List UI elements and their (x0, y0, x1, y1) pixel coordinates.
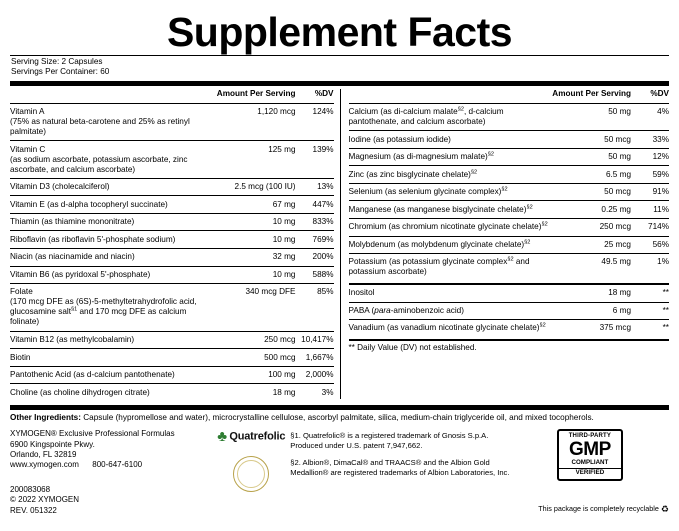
company-name: XYMOGEN® Exclusive Professional Formulas (10, 429, 175, 439)
amount-header-right: Amount Per Serving (552, 89, 631, 99)
nutrient-dv: 13% (317, 182, 334, 192)
divider-footnote (349, 339, 670, 341)
divider-section-right (349, 283, 670, 285)
facts-table-right-2 (349, 287, 670, 334)
table-row (349, 186, 670, 198)
nutrient-dv: 2,000% (305, 370, 334, 380)
nutrient-amount: 6.5 mg (605, 169, 631, 179)
nutrient-amount: 10 mg (272, 217, 296, 227)
table-row (10, 287, 334, 329)
table-row (10, 106, 334, 138)
nutrient-amount: 10 mg (272, 234, 296, 244)
table-row (349, 322, 670, 334)
gmp-badge (557, 429, 623, 481)
serving-size: Serving Size: 2 Capsules (11, 57, 103, 66)
nutrient-dv: 85% (317, 287, 334, 297)
nutrient-amount: 125 mg (268, 144, 296, 154)
facts-column-right (340, 89, 670, 399)
clover-icon: ♣ (217, 428, 228, 446)
nutrient-dv: 12% (652, 152, 669, 162)
nutrient-name: Molybdenum (as molybdenum glycinate chelate)$^{\S 2}$ (348, 239, 531, 249)
nutrient-dv: 3% (321, 387, 334, 397)
nutrient-name: Manganese (as manganese bisglycinate chelate)$^{\S 2}$ (348, 204, 533, 214)
nutrient-name: Biotin (10, 352, 31, 362)
divider-thick-bottom (10, 405, 669, 410)
facts-table-left (10, 89, 334, 399)
nutrient-name: Folate (10, 287, 33, 297)
facts-table-right (349, 89, 670, 279)
table-row (349, 239, 670, 251)
table-row (10, 269, 334, 281)
gmp-compliant-label: COMPLIANT (571, 458, 609, 466)
nutrient-dv: 447% (312, 199, 334, 209)
table-row (10, 387, 334, 399)
table-row (10, 234, 334, 246)
revision: REV. 051322 (10, 505, 57, 515)
table-row (10, 334, 334, 346)
gmp-top-label: THIRD-PARTY (568, 433, 612, 440)
table-row (349, 221, 670, 233)
nutrient-dv: 1% (657, 257, 669, 267)
table-row (349, 204, 670, 216)
facts-column-left (10, 89, 340, 399)
nutrient-amount: 2.5 mcg (100 IU) (234, 182, 296, 192)
divider-thick-top (10, 81, 669, 86)
dv-footnote: ** Daily Value (DV) not established. (348, 343, 477, 353)
quatrefolic-brand: Quatrefolic (229, 430, 286, 443)
product-code: 200083068 (10, 484, 51, 494)
footer (10, 429, 669, 516)
nutrient-amount: 100 mg (268, 370, 296, 380)
other-ingredients-label: Other Ingredients: (10, 412, 81, 422)
nutrient-name: Inositol (348, 288, 375, 298)
albion-cert (214, 456, 511, 495)
nutrient-name: Vitamin B12 (as methylcobalamin) (10, 335, 135, 345)
table-row (10, 144, 334, 176)
nutrient-dv: 139% (312, 144, 334, 154)
nutrient-dv: 4% (657, 106, 669, 116)
certifications (214, 429, 511, 516)
nutrient-dv: 33% (652, 134, 669, 144)
table-row (10, 216, 334, 228)
nutrient-dv: 56% (652, 239, 669, 249)
quatrefolic-logo (214, 429, 288, 444)
dv-header-right: %DV (650, 89, 669, 99)
nutrient-name: Iodine (as potassium iodide) (348, 134, 451, 144)
nutrient-amount: 340 mcg DFE (245, 287, 296, 297)
nutrient-name: Calcium (as di-calcium malate$^{\S 2}$, d-calcium pantothenate, and calcium ascorbate) (348, 106, 504, 126)
nutrient-amount: 32 mg (272, 252, 296, 262)
nutrient-name: Choline (as choline dihydrogen citrate) (10, 387, 150, 397)
gmp-section (511, 429, 669, 516)
copyright: © 2022 XYMOGEN (10, 495, 80, 505)
table-row (349, 169, 670, 181)
quatrefolic-text: §1. Quatrefolic® is a registered trademark of Gnosis S.p.A. Produced under U.S. patent 7,947,662. (290, 431, 489, 450)
nutrient-amount: 18 mg (608, 288, 631, 298)
recycle-icon: ♻ (660, 504, 669, 515)
table-row (10, 352, 334, 364)
table-row (349, 305, 670, 317)
nutrient-amount: 1,120 mcg (257, 106, 296, 116)
nutrient-name: Chromium (as chromium nicotinate glycinate chelate)$^{\S 2}$ (348, 221, 548, 232)
nutrient-dv: 10,417% (301, 335, 334, 345)
quatrefolic-cert (214, 429, 511, 450)
amount-header-left: Amount Per Serving (216, 89, 296, 99)
nutrient-name: Vitamin C (10, 144, 46, 154)
nutrient-amount: 375 mcg (599, 323, 631, 333)
recyclable-text: This package is completely recyclable (538, 504, 659, 514)
dv-header-left: %DV (314, 89, 334, 99)
nutrient-amount: 18 mg (272, 387, 296, 397)
nutrient-dv: ** (662, 323, 669, 333)
nutrient-amount: 500 mcg (264, 352, 296, 362)
albion-medallion-icon (233, 456, 269, 492)
table-row (10, 181, 334, 193)
nutrient-amount: 49.5 mg (601, 257, 631, 267)
nutrient-amount: 50 mg (608, 152, 631, 162)
nutrient-name: Magnesium (as di-magnesium malate)$^{\S 2}$ (348, 151, 494, 162)
nutrient-dv: ** (662, 305, 669, 315)
nutrient-name: Vitamin B6 (as pyridoxal 5'-phosphate) (10, 269, 151, 279)
nutrient-amount: 25 mcg (604, 239, 631, 249)
gmp-main-label: GMP (569, 438, 611, 460)
nutrient-amount: 50 mcg (604, 134, 631, 144)
table-header-left (10, 89, 334, 101)
company-phone: 800-647-6100 (92, 460, 143, 470)
table-row (349, 257, 670, 279)
nutrient-amount: 50 mcg (604, 187, 631, 197)
divider-title (10, 55, 669, 56)
nutrient-sub: (170 mcg DFE as (6S)-5-methyltetrahydrofolic acid, glucosamine salt$^{\S 1}$ and 170 mcg DFE as calcium folinate) (10, 297, 197, 327)
nutrient-dv: ** (662, 288, 669, 298)
nutrient-name: Vitamin E (as d-alpha tocopheryl succinate) (10, 199, 168, 209)
nutrient-amount: 250 mcg (599, 222, 631, 232)
nutrient-amount: 6 mg (612, 305, 631, 315)
nutrient-dv: 769% (312, 234, 334, 244)
nutrient-amount: 50 mg (608, 106, 631, 116)
nutrient-name: Selenium (as selenium glycinate complex)$^{\S 2}$ (348, 186, 508, 197)
other-ingredients-text: Capsule (hypromellose and water), microcrystalline cellulose, ascorbyl palmitate, silica, medium-chain triglyceride oil, and mixed tocopherols. (83, 412, 594, 422)
albion-logo (214, 456, 288, 495)
nutrient-dv: 59% (652, 169, 669, 179)
nutrient-dv: 1,667% (305, 352, 334, 362)
nutrient-amount: 250 mcg (264, 335, 296, 345)
company-info (10, 429, 214, 516)
recyclable-note (538, 504, 669, 516)
nutrient-amount: 0.25 mg (601, 204, 631, 214)
nutrient-name: Pantothenic Acid (as d-calcium pantothenate) (10, 370, 175, 380)
table-header-right (349, 89, 670, 101)
nutrient-sub: (75% as natural beta-carotene and 25% as retinyl palmitate) (10, 116, 190, 136)
nutrient-dv: 833% (312, 217, 334, 227)
servings-per-container: Servings Per Container: 60 (11, 67, 110, 77)
company-city: Orlando, FL 32819 (10, 450, 77, 460)
nutrient-dv: 91% (652, 187, 669, 197)
page-title: Supplement Facts (166, 9, 513, 55)
table-row (10, 369, 334, 381)
nutrient-name: Riboflavin (as riboflavin 5'-phosphate sodium) (10, 234, 176, 244)
company-website[interactable]: www.xymogen.com (10, 460, 79, 470)
table-row (10, 199, 334, 211)
nutrient-name: Zinc (as zinc bisglycinate chelate)$^{\S 2}$ (348, 168, 478, 179)
nutrient-amount: 10 mg (272, 269, 296, 279)
table-row (349, 134, 670, 146)
nutrient-dv: 124% (312, 106, 334, 116)
nutrient-name: Vitamin D3 (cholecalciferol) (10, 182, 110, 192)
table-row (10, 251, 334, 263)
company-street: 6900 Kingspointe Pkwy. (10, 439, 95, 449)
nutrient-dv: 200% (312, 252, 334, 262)
company-contact (10, 460, 214, 470)
facts-columns (10, 89, 669, 399)
nutrient-name: Vanadium (as vanadium nicotinate glycinate chelate)$^{\S 2}$ (348, 322, 546, 333)
nutrient-name: Potassium (as potassium glycinate complex$^{\S 2}$ and potassium ascorbate) (348, 256, 530, 277)
table-row (349, 151, 670, 163)
nutrient-name: PABA (para-aminobenzoic acid) (348, 305, 464, 315)
product-code-block (10, 485, 214, 516)
nutrient-dv: 714% (648, 222, 669, 232)
albion-text: §2. Albion®, DimaCal® and TRAACS® and the Albion Gold Medallion® are registered trademarks of Albion Laboratories, Inc. (290, 458, 510, 477)
nutrient-name: Niacin (as niacinamide and niacin) (10, 252, 135, 262)
nutrient-sub: (as sodium ascorbate, potassium ascorbate, zinc ascorbate, and calcium ascorbate) (10, 154, 188, 174)
other-ingredients (10, 413, 669, 424)
nutrient-dv: 588% (312, 269, 334, 279)
table-row (349, 287, 670, 299)
nutrient-name: Thiamin (as thiamine mononitrate) (10, 217, 135, 227)
nutrient-name: Vitamin A (10, 106, 45, 116)
table-row (349, 106, 670, 128)
nutrient-amount: 67 mg (272, 199, 296, 209)
nutrient-dv: 11% (653, 204, 669, 214)
gmp-verified-label: VERIFIED (559, 468, 621, 477)
